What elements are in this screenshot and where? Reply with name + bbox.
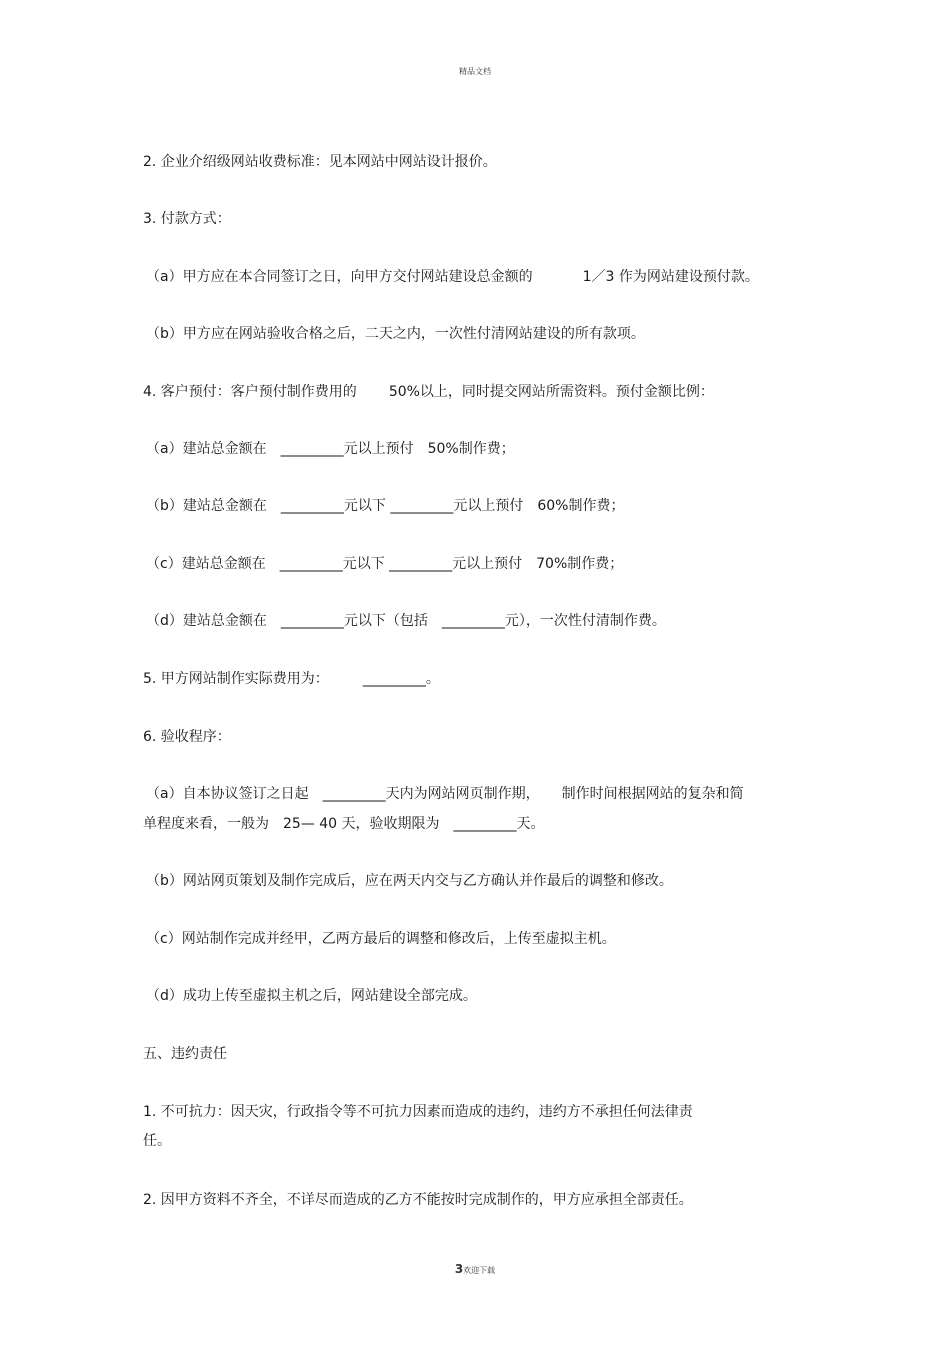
clause-5-blank: _________。 xyxy=(362,671,440,687)
page-number: 3 xyxy=(454,1262,464,1276)
clause-2-fee-standard: 2. 企业介绍级网站收费标准：见本网站中网站设计报价。 xyxy=(143,154,497,170)
clause-3a xyxy=(146,263,806,292)
clause-4c: （c）建站总金额在 _________元以下 _________元以上预付 70%制作费； xyxy=(146,556,624,572)
clause-6b: （b）网站网页策划及制作完成后，应在两天内交与乙方确认并作最后的调整和修改。 xyxy=(146,873,673,889)
section-5-heading: 五、违约责任 xyxy=(143,1046,227,1062)
clause-3b: （b）甲方应在网站验收合格之后，二天之内，一次性付清网站建设的所有款项。 xyxy=(146,326,645,342)
clause-6c: （c）网站制作完成并经甲，乙两方最后的调整和修改后，上传至虚拟主机。 xyxy=(146,931,616,947)
clause-6a-text-cont: 制作时间根据网站的复杂和简 xyxy=(561,786,744,802)
clause-6a-text: （a）自本协议签订之日起 _________天内为网站网页制作期， xyxy=(146,786,540,802)
clause-6-acceptance: 6. 验收程序： xyxy=(143,729,231,745)
clause-3-payment-method: 3. 付款方式： xyxy=(143,211,231,227)
clause-5-actual-fee xyxy=(143,665,803,694)
clause-6a-line1 xyxy=(146,780,806,809)
clause-breach-1-line1: 1. 不可抗力：因天灾，行政指令等不可抗力因素而造成的违约，违约方不承担任何法律责 xyxy=(143,1104,693,1120)
clause-5-text: 5. 甲方网站制作实际费用为： xyxy=(143,671,329,687)
clause-3a-ratio: 1／3 作为网站建设预付款。 xyxy=(582,269,759,285)
clause-breach-1-line2: 任。 xyxy=(143,1133,171,1149)
clause-4a: （a）建站总金额在 _________元以上预付 50%制作费； xyxy=(146,441,515,457)
clause-6d: （d）成功上传至虚拟主机之后，网站建设全部完成。 xyxy=(146,988,477,1004)
clause-breach-2: 2. 因甲方资料不齐全，不详尽而造成的乙方不能按时完成制作的，甲方应承担全部责任。 xyxy=(143,1192,693,1208)
page-header: 精品文档 xyxy=(459,67,491,76)
clause-4-text: 4. 客户预付：客户预付制作费用的 xyxy=(143,384,357,400)
clause-4-prepayment xyxy=(143,378,803,407)
clause-3a-text: （a）甲方应在本合同签订之日，向甲方交付网站建设总金额的 xyxy=(146,269,533,285)
clause-4-percent: 50%以上，同时提交网站所需资料。预付金额比例： xyxy=(388,384,714,400)
clause-6a-line2: 单程度来看，一般为 25— 40 天，验收期限为 _________天。 xyxy=(143,816,545,832)
footer-text: 欢迎下载 xyxy=(463,1266,496,1275)
page-footer xyxy=(0,1262,950,1276)
clause-4b: （b）建站总金额在 _________元以下 _________元以上预付 60%制作费； xyxy=(146,498,625,514)
clause-4d: （d）建站总金额在 _________元以下（包括 _________元），一次性付清制作费。 xyxy=(146,613,666,629)
